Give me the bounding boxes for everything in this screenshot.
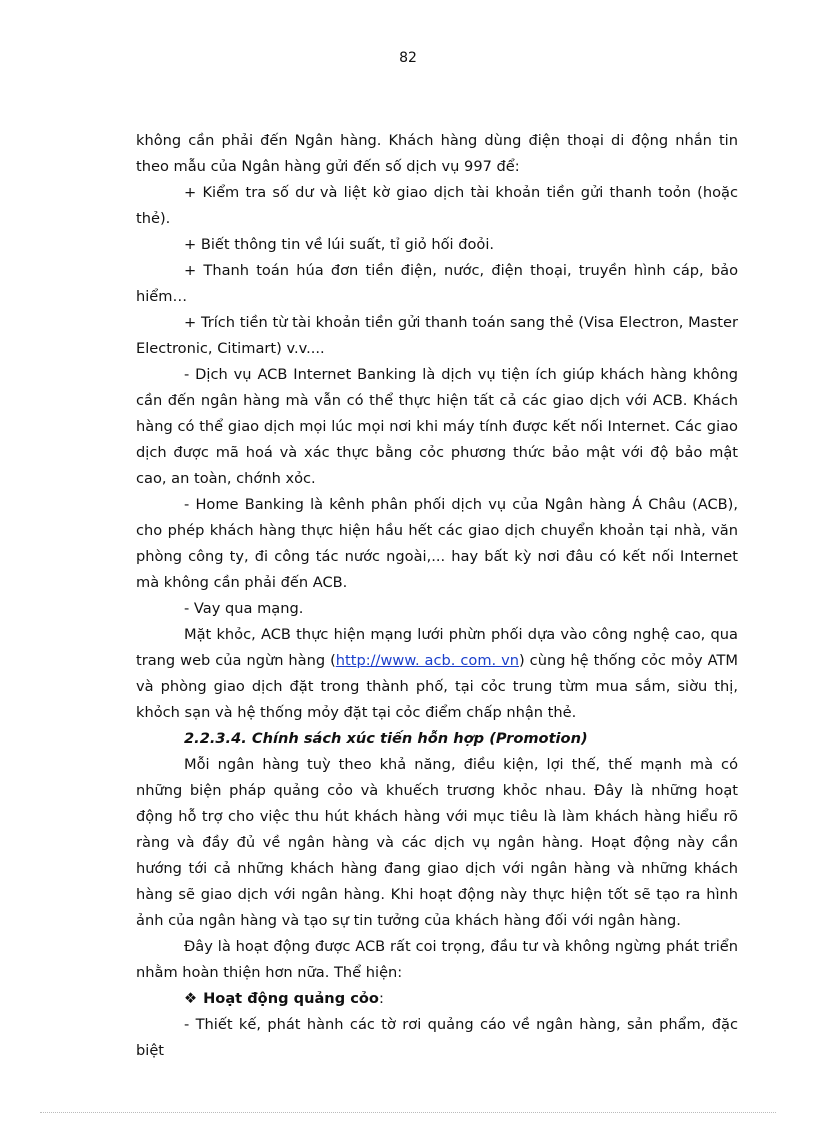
paragraph-distribution	[136, 622, 738, 726]
list-item: + Trích tiền từ tài khoản tiền gửi thanh toán sang thẻ (Visa Electron, Master Electronic, Citimart) v.v....	[136, 314, 738, 357]
list-item: + Thanh toán húa đơn tiền điện, nước, điện thoại, truyền hình cáp, bảo hiểm…	[136, 262, 738, 305]
paragraph-flyers: - Thiết kế, phát hành các tờ rơi quảng cáo về ngân hàng, sản phẩm, đặc biệt	[136, 1016, 738, 1059]
paragraph-acb-focus: Đây là hoạt động được ACB rất coi trọng, đầu tư và không ngừng phát triển nhằm hoàn thiện hơn nữa. Thể hiện:	[136, 938, 738, 981]
document-body	[136, 128, 738, 1064]
paragraph-internet-banking: - Dịch vụ ACB Internet Banking là dịch vụ tiện ích giúp khách hàng không cần đến ngân hàng mà vẫn có thể thực hiện tất cả các giao dịch với ACB. Khách hàng có thể giao dịch mọi lúc mọi nơi khi máy tính được kết nối Internet. Các giao dịch được mã hoá và xác thực bằng cỏc phương thức bảo mật với độ bảo mật cao, an toàn, chớnh xỏc.	[136, 366, 738, 487]
page-number: 82	[399, 50, 417, 66]
paragraph-text: Mặt khỏc, ACB thực hiện mạng lưới phừn phối dựa vào công nghệ cao, qua trang web của ngừn hàng (	[136, 626, 738, 669]
bullet-heading-colon: :	[378, 990, 384, 1007]
list-item: + Kiểm tra số dư và liệt kờ giao dịch tài khoản tiền gửi thanh toỏn (hoặc thẻ).	[136, 184, 738, 227]
diamond-bullet-icon: ❖	[184, 990, 198, 1007]
acb-website-link[interactable]: http://www. acb. com. vn	[335, 652, 520, 669]
paragraph-online-loan: - Vay qua mạng.	[184, 600, 304, 617]
list-item: + Biết thông tin về lúi suất, tỉ giỏ hối đoỏi.	[184, 236, 495, 253]
bullet-heading	[136, 986, 738, 1012]
footer-divider	[40, 1112, 776, 1113]
paragraph-promotion: Mỗi ngân hàng tuỳ theo khả năng, điều kiện, lợi thế, thế mạnh mà có những biện pháp quảng cỏo và khuếch trương khỏc nhau. Đây là những hoạt động hỗ trợ cho việc thu hút khách hàng với mục tiêu là làm khách hàng hiểu rõ ràng và đầy đủ về ngân hàng và các dịch vụ ngân hàng. Hoạt động này cần hướng tới cả những khách hàng đang giao dịch với ngân hàng và những khách hàng sẽ giao dịch với ngân hàng. Khi hoạt động này thực hiện tốt sẽ tạo ra hình ảnh của ngân hàng và tạo sự tin tưởng của khách hàng đối với ngân hàng.	[136, 756, 738, 929]
bullet-heading-text: Hoạt động quảng cỏo	[203, 990, 379, 1007]
paragraph-text: ) cùng hệ thống cỏc mỏy ATM và phòng giao dịch đặt trong thành phố, tại cỏc trung từm mua sắm, siờu thị, khỏch sạn và hệ thống mỏy đặt tại cỏc điểm chấp nhận thẻ.	[136, 652, 738, 721]
section-heading: 2.2.3.4. Chính sách xúc tiến hỗn hợp (Promotion)	[184, 730, 588, 747]
paragraph-home-banking: - Home Banking là kênh phân phối dịch vụ của Ngân hàng Á Châu (ACB), cho phép khách hàng thực hiện hầu hết các giao dịch chuyển khoản tại nhà, văn phòng công ty, đi công tác nước ngoài,... hay bất kỳ nơi đâu có kết nối Internet mà không cần phải đến ACB.	[136, 496, 738, 591]
paragraph: không cần phải đến Ngân hàng. Khách hàng dùng điện thoại di động nhắn tin theo mẫu của Ngân hàng gửi đến số dịch vụ 997 để:	[136, 132, 738, 175]
